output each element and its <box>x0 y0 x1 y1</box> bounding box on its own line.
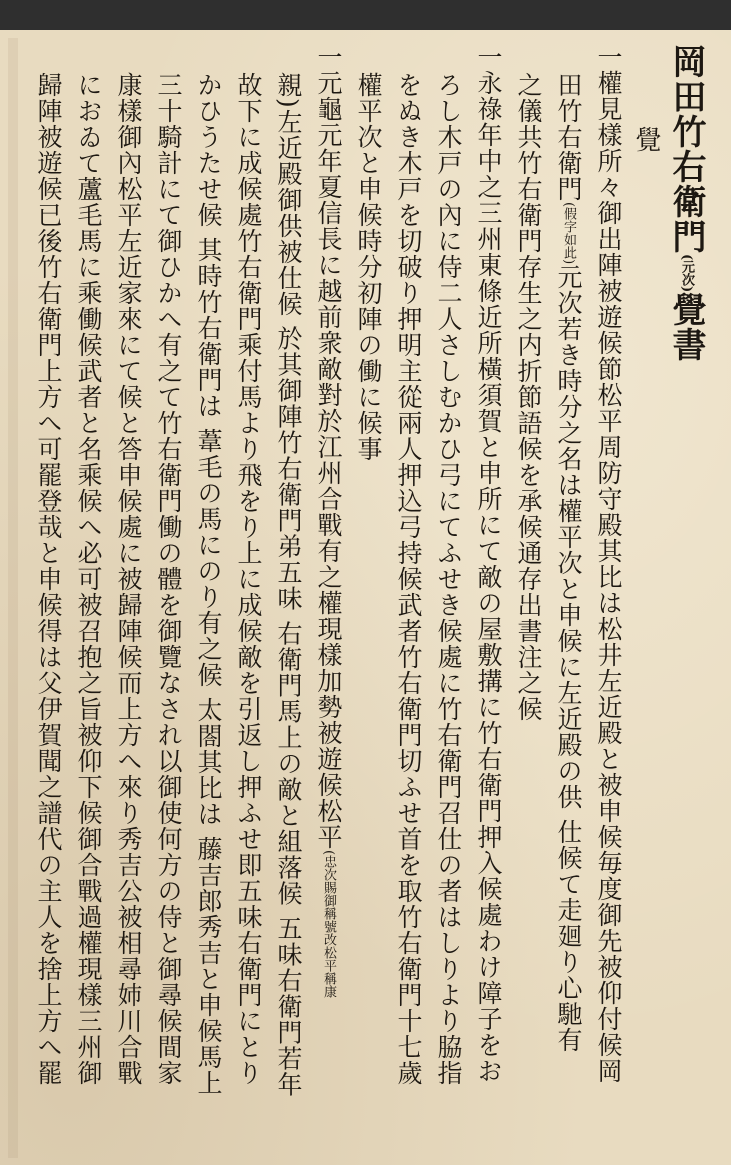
bleed-through-mark <box>8 38 18 1158</box>
top-bar <box>0 0 731 30</box>
title-annotation: (元次) <box>679 254 694 293</box>
text-column-8: 一元龜元年夏信長に越前衆敵對於江州合戰有之權現樣加勢被遊候松平(忠次賜御稱號改松平稱康 <box>314 44 343 999</box>
text-column-15: 歸陣被遊候已後竹右衛門上方へ可罷登哉と申候得は父伊賀聞之譜代の主人を捨上方へ罷 <box>34 72 63 1086</box>
document-subheading: 覺 <box>631 126 661 153</box>
document-page <box>0 30 731 1165</box>
text-column-5: ろし木戸の內に侍二人さしむかひ弓にてふせき候處に竹右衛門召仕の者はしりより脇指 <box>434 72 463 1086</box>
text-column-14: におゐて蘆毛馬に乘働候武者と名乘候へ必可被召抱之旨被仰下候御合戰過權現樣三州御 <box>74 72 103 1086</box>
text-column-11: かひうたせ候 其時竹右衛門は 葦毛の馬にのり有之候 太閤其比は 藤吉郎秀吉と申候馬上 <box>194 72 223 1096</box>
title-text: 岡田竹右衛門 <box>666 44 706 254</box>
text-column-9: 親)左近殿御供被仕候 於其御陣竹右衛門弟五味 右衛門馬上の敵と組落候 五味右衛門若年 <box>274 72 303 1098</box>
text-column-4: 一永祿年中之三州東條近所橫須賀と申所にて敵の屋敷搆に竹右衛門押入候處わけ障子をお <box>474 44 503 1084</box>
document-title <box>664 44 708 362</box>
text-column-13: 康樣御內松平左近家來にて候と答申候處に被歸陣候而上方へ來り秀吉公被相尋姉川合戰 <box>114 72 143 1086</box>
column-annotation: (忠次賜御稱號改松平稱康 <box>321 850 336 999</box>
text-column-6: をぬき木戸を切破り押明主從兩人押込弓持候武者竹右衛門切ふせ首を取竹右衛門十七歲 <box>394 72 423 1086</box>
text-column-12: 三十騎計にて御ひかへ有之て竹右衛門働の體を御覽なされ以御使何方の侍と御尋候間家 <box>154 72 183 1086</box>
text-column-3: 之儀共竹右衛門存生之内折節語候を承候通存出書注之候 <box>514 72 543 722</box>
text-column-1: 一權見樣所々御出陣被遊候節松平周防守殿其比は松井左近殿と被申候毎度御先被仰付候岡 <box>594 44 623 1084</box>
title-suffix: 覺書 <box>666 292 706 363</box>
column-annotation: (假字如此) <box>561 202 576 265</box>
text-column-2: 田竹右衛門(假字如此)元次若き時分之名は權平次と申候に左近殿の供 仕候て走廻り心馳有 <box>554 72 583 1054</box>
text-column-10: 故下に成候處竹右衛門乘付馬より飛をり上に成候敵を引返し押ふせ即五味右衛門にとり <box>234 72 263 1086</box>
text-column-7: 權平次と申候時分初陣の働に候事 <box>354 72 383 462</box>
